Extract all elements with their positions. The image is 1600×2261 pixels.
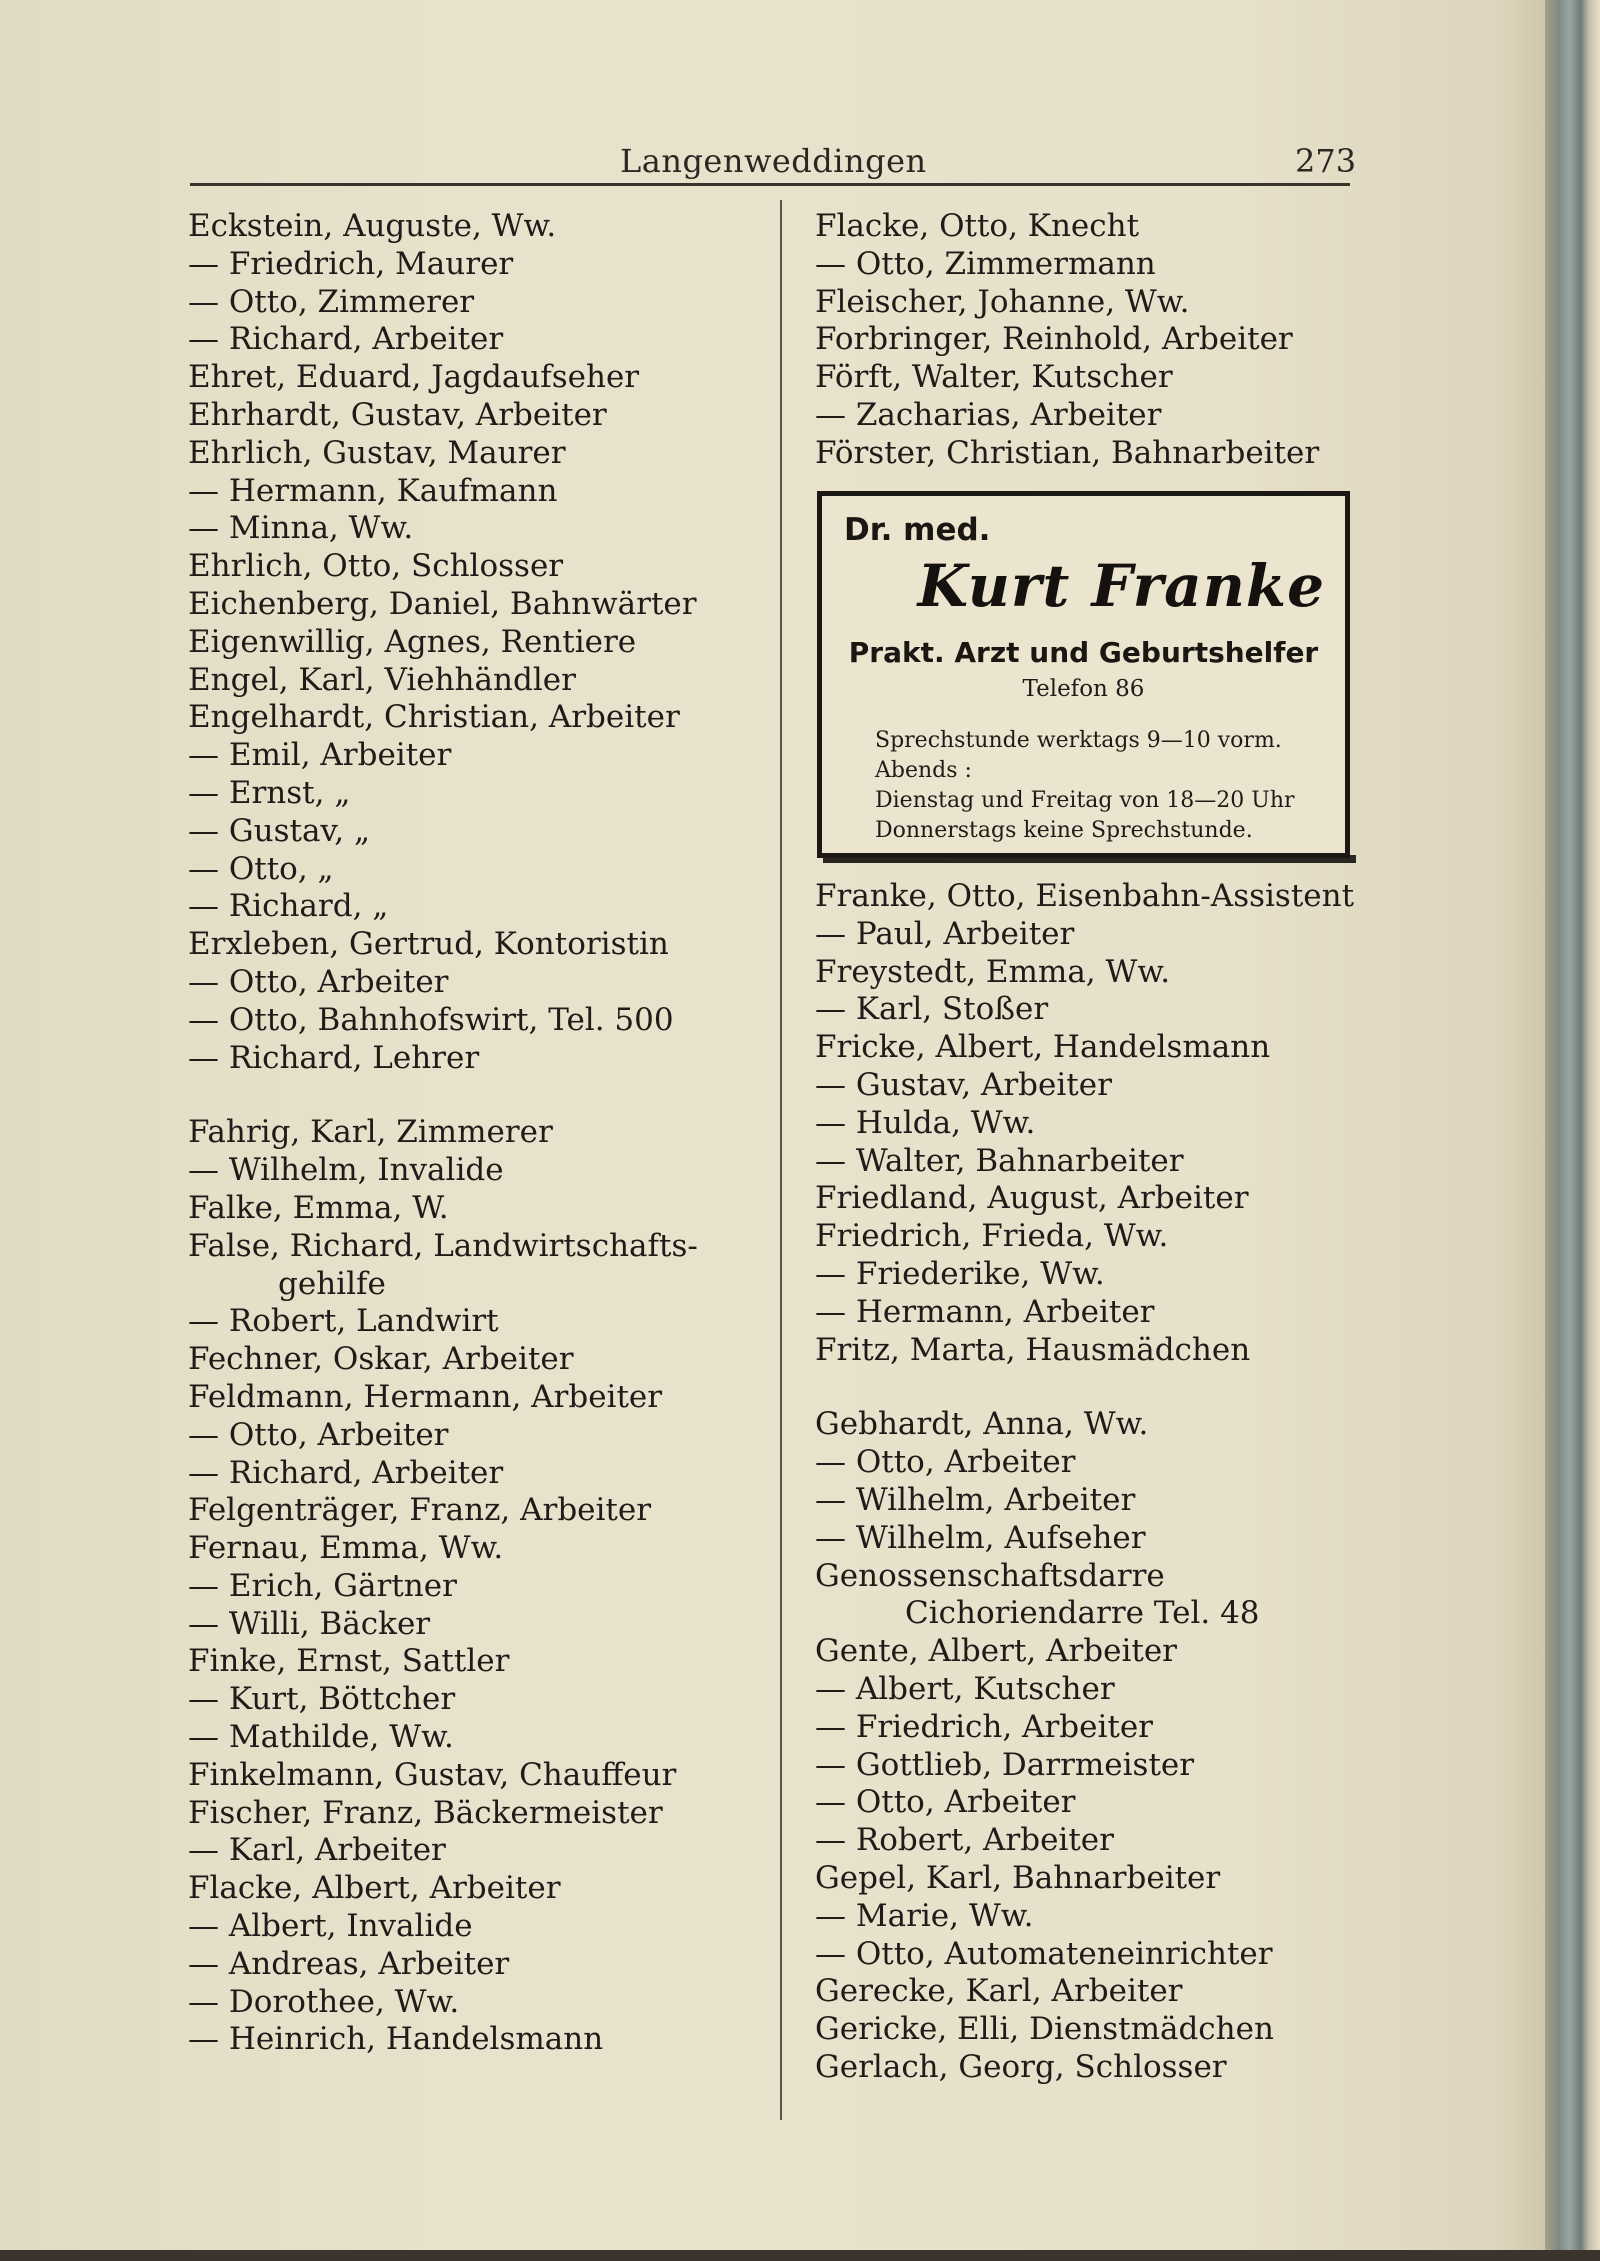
right-column-bottom [815, 878, 1355, 2087]
directory-entry: — Gustav, „ [188, 812, 371, 849]
directory-entry: — Willi, Bäcker [188, 1605, 431, 1642]
ad-hours-line: Sprechstunde werktags 9—10 vorm. [875, 728, 1282, 753]
directory-entry: Fleischer, Johanne, Ww. [815, 283, 1190, 320]
directory-entry: Falke, Emma, W. [188, 1189, 449, 1226]
right-column-top [815, 208, 1355, 473]
directory-entry: Eichenberg, Daniel, Bahnwärter [188, 585, 697, 622]
directory-entry: — Richard, Arbeiter [188, 321, 504, 358]
directory-entry: — Gustav, Arbeiter [815, 1066, 1112, 1103]
directory-entry: — Robert, Landwirt [188, 1303, 499, 1340]
directory-entry: Gebhardt, Anna, Ww. [815, 1406, 1149, 1443]
directory-entry: Cichoriendarre Tel. 48 [905, 1595, 1260, 1632]
directory-entry: — Otto, Automateneinrichter [815, 1935, 1273, 1972]
directory-entry: — Marie, Ww. [815, 1897, 1034, 1934]
ad-office-hours [875, 726, 1295, 846]
directory-entry: Franke, Otto, Eisenbahn-Assistent [815, 878, 1355, 914]
directory-entry: — Robert, Arbeiter [815, 1822, 1114, 1859]
advertisement-box [817, 491, 1350, 858]
ad-profession: Prakt. Arzt und Geburtshelfer [848, 636, 1319, 669]
directory-entry: Ehrhardt, Gustav, Arbeiter [188, 396, 607, 433]
directory-entry: — Albert, Invalide [188, 1908, 473, 1945]
book-edge [1545, 0, 1600, 2261]
directory-entry: — Minna, Ww. [188, 510, 414, 547]
directory-entry: Fechner, Oskar, Arbeiter [188, 1341, 574, 1378]
directory-entry: — Karl, Arbeiter [188, 1832, 446, 1869]
directory-entry: Friedland, August, Arbeiter [815, 1180, 1249, 1217]
ad-hours-line: Dienstag und Freitag von 18—20 Uhr [875, 788, 1295, 813]
directory-entry: Engelhardt, Christian, Arbeiter [188, 699, 680, 736]
directory-entry: — Mathilde, Ww. [188, 1719, 454, 1756]
directory-entry: — Kurt, Böttcher [188, 1681, 456, 1718]
directory-entry: — Otto, Zimmermann [815, 245, 1156, 282]
directory-entry: Gerecke, Karl, Arbeiter [815, 1973, 1183, 2010]
directory-entry: Freystedt, Emma, Ww. [815, 953, 1171, 990]
directory-entry: Engel, Karl, Viehhändler [188, 661, 576, 698]
directory-entry: Flacke, Otto, Knecht [815, 208, 1140, 244]
directory-entry: — Otto, Arbeiter [188, 963, 449, 1000]
directory-entry: Gerlach, Georg, Schlosser [815, 2048, 1227, 2085]
directory-entry: gehilfe [278, 1265, 386, 1302]
directory-entry: — Heinrich, Handelsmann [188, 2021, 604, 2058]
directory-entry: — Karl, Stoßer [815, 991, 1049, 1028]
directory-entry: Gericke, Elli, Dienstmädchen [815, 2011, 1274, 2048]
directory-entry: Förft, Walter, Kutscher [815, 359, 1173, 396]
directory-entry: — Friedrich, Arbeiter [815, 1708, 1153, 1745]
directory-entry: — Hermann, Kaufmann [188, 472, 558, 509]
directory-entry: Eckstein, Auguste, Ww. [188, 208, 557, 244]
left-column [188, 208, 768, 2059]
directory-entry: — Richard, Lehrer [188, 1039, 480, 1076]
directory-entry: Genossenschaftsdarre [815, 1557, 1165, 1594]
directory-entry: Finke, Ernst, Sattler [188, 1643, 510, 1680]
directory-entry: — Richard, „ [188, 888, 389, 925]
directory-entry: Fritz, Marta, Hausmädchen [815, 1331, 1251, 1368]
ad-phone: Telefon 86 [1022, 676, 1145, 702]
directory-entry: Finkelmann, Gustav, Chauffeur [188, 1756, 677, 1793]
directory-entry: Felgenträger, Franz, Arbeiter [188, 1492, 652, 1529]
directory-entry: Fricke, Albert, Handelsmann [815, 1029, 1271, 1066]
directory-entry: False, Richard, Landwirtschafts- [188, 1227, 698, 1264]
directory-entry: Eigenwillig, Agnes, Rentiere [188, 623, 637, 660]
scan-border [0, 2250, 1600, 2261]
directory-entry: — Otto, „ [188, 850, 334, 887]
directory-entry: — Walter, Bahnarbeiter [815, 1142, 1184, 1179]
header-rule [190, 183, 1350, 186]
directory-entry: — Otto, Bahnhofswirt, Tel. 500 [188, 1001, 674, 1038]
page-header-title: Langenweddingen [620, 142, 927, 180]
directory-entry: — Hermann, Arbeiter [815, 1293, 1155, 1330]
directory-entry: — Otto, Arbeiter [815, 1784, 1076, 1821]
directory-entry: Fischer, Franz, Bäckermeister [188, 1794, 663, 1831]
directory-entry: — Otto, Zimmerer [188, 283, 475, 320]
directory-entry: Ehrlich, Gustav, Maurer [188, 434, 566, 471]
directory-entry: Erxleben, Gertrud, Kontoristin [188, 926, 669, 963]
ad-hours-line: Donnerstags keine Sprechstunde. [875, 818, 1253, 843]
page-number: 273 [1295, 142, 1357, 180]
directory-entry: — Gottlieb, Darrmeister [815, 1746, 1195, 1783]
directory-entry: — Andreas, Arbeiter [188, 1945, 510, 1982]
directory-entry: Ehrlich, Otto, Schlosser [188, 548, 564, 585]
directory-entry: Förster, Christian, Bahnarbeiter [815, 434, 1320, 471]
directory-entry: — Otto, Arbeiter [188, 1416, 449, 1453]
directory-entry: Gepel, Karl, Bahnarbeiter [815, 1859, 1221, 1896]
directory-entry: — Ernst, „ [188, 774, 351, 811]
directory-entry: Forbringer, Reinhold, Arbeiter [815, 321, 1293, 358]
directory-entry: — Paul, Arbeiter [815, 915, 1075, 952]
directory-entry: — Friedrich, Maurer [188, 245, 514, 282]
directory-entry: Friedrich, Frieda, Ww. [815, 1218, 1169, 1255]
directory-entry: Fernau, Emma, Ww. [188, 1530, 504, 1567]
directory-entry: — Dorothee, Ww. [188, 1983, 460, 2020]
ad-doctor-name: Kurt Franke [917, 552, 1325, 620]
directory-entry: — Hulda, Ww. [815, 1104, 1036, 1141]
column-divider [780, 200, 782, 2120]
directory-entry: — Otto, Arbeiter [815, 1444, 1076, 1481]
directory-entry: Flacke, Albert, Arbeiter [188, 1870, 561, 1907]
directory-entry: — Wilhelm, Invalide [188, 1152, 504, 1189]
directory-entry: — Erich, Gärtner [188, 1567, 457, 1604]
directory-entry: — Wilhelm, Arbeiter [815, 1481, 1136, 1518]
directory-entry: Feldmann, Hermann, Arbeiter [188, 1378, 663, 1415]
directory-entry: — Albert, Kutscher [815, 1670, 1115, 1707]
directory-entry: — Richard, Arbeiter [188, 1454, 504, 1491]
ad-hours-line: Abends : [875, 758, 972, 783]
directory-entry: — Emil, Arbeiter [188, 737, 452, 774]
directory-entry: — Zacharias, Arbeiter [815, 396, 1162, 433]
directory-entry: — Wilhelm, Aufseher [815, 1519, 1146, 1556]
directory-entry: — Friederike, Ww. [815, 1255, 1105, 1292]
directory-entry: Fahrig, Karl, Zimmerer [188, 1114, 553, 1151]
directory-entry: Gente, Albert, Arbeiter [815, 1633, 1177, 1670]
ad-title: Dr. med. [844, 512, 991, 548]
directory-entry: Ehret, Eduard, Jagdaufseher [188, 359, 640, 396]
